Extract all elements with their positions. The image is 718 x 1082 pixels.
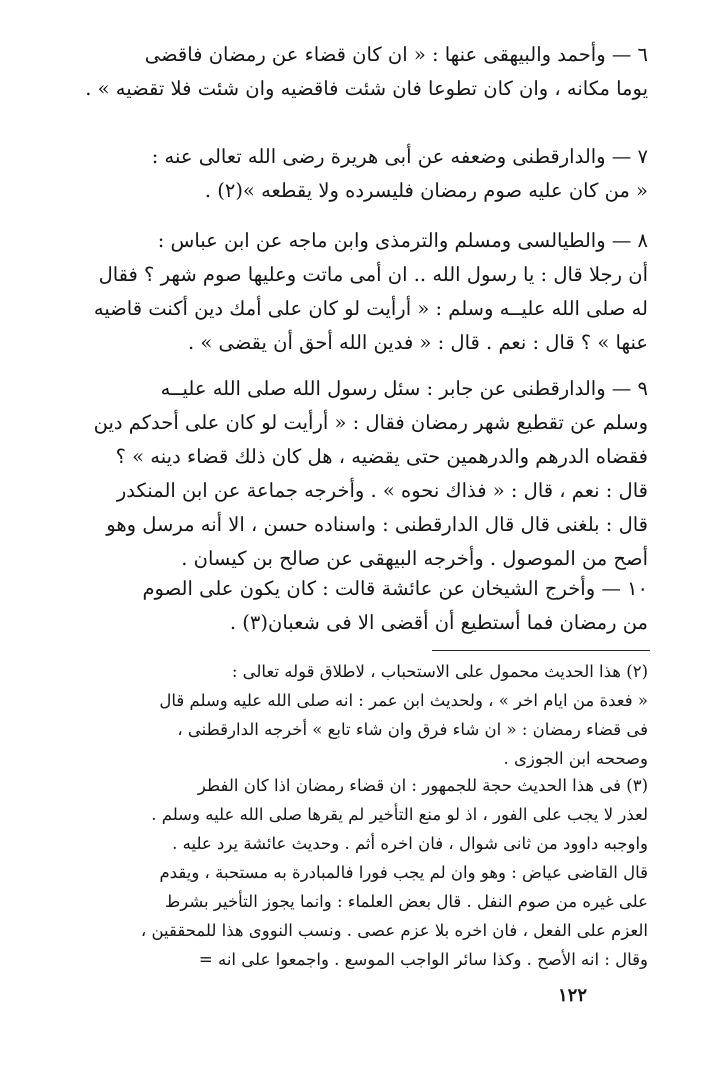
footnote-line: قال القاضى عياض : وهو وان لم يجب فورا فالمبادرة به مستحبة ، ويقدم <box>159 863 648 882</box>
footnote-3 <box>74 771 648 974</box>
footnote-line: العزم على الفعل ، فان اخره بلا عزم عصى . ونسب النووى هذا للمحققين ، <box>140 921 648 940</box>
text-line: ١٠ — وأخرج الشيخان عن عائشة قالت : كان يكون على الصوم <box>142 577 648 600</box>
footnote-line: وقال : انه الأصح . وكذا سائر الواجب الموسع . واجمعوا على انه = <box>198 950 648 969</box>
text-line: ٦ — وأحمد والبيهقى عنها : « ان كان قضاء عن رمضان فاقضى <box>144 43 648 66</box>
text-line: عنها » ؟ قال : نعم . قال : « فدين الله أحق أن يقضى » . <box>187 331 648 354</box>
text-line: « من كان عليه صوم رمضان فليسرده ولا يقطعه »(٢) . <box>204 179 648 202</box>
hadith-6 <box>74 38 648 106</box>
text-line: ٨ — والطيالسى ومسلم والترمذى وابن ماجه عن ابن عباس : <box>157 229 648 252</box>
text-line: وسلم عن تقطيع شهر رمضان فقال : « أرأيت لو كان على أحدكم دين <box>93 411 648 434</box>
footnote-line: « فعدة من ايام اخر » ، ولحديث ابن عمر : انه صلى الله عليه وسلم قال <box>159 691 648 710</box>
hadith-9 <box>74 372 648 576</box>
hadith-8 <box>74 224 648 360</box>
text-line: أن رجلا قال : يا رسول الله .. ان أمى ماتت وعليها صوم شهر ؟ فقال <box>98 263 648 286</box>
text-line: من رمضان فما أستطيع أن أقضى الا فى شعبان(٣) . <box>229 611 648 634</box>
text-line: له صلى الله عليــه وسلم : « أرأيت لو كان على أمك دين أكنت قاضيه <box>93 297 648 320</box>
text-line: فقضاه الدرهم والدرهمين حتى يقضيه ، هل كان ذلك قضاء دينه » ؟ <box>115 445 648 468</box>
text-line: أصح من الموصول . وأخرجه البيهقى عن صالح بن كيسان . <box>181 547 648 570</box>
hadith-7 <box>74 140 648 208</box>
hadith-10 <box>74 572 648 640</box>
footnote-line: واوجبه داوود من ثانى شوال ، فان اخره أثم . وحديث عائشة يرد عليه . <box>172 834 648 853</box>
text-line: ٩ — والدارقطنى عن جابر : سئل رسول الله صلى الله عليــه <box>160 377 648 400</box>
footnote-line: (٣) فى هذا الحديث حجة للجمهور : ان قضاء رمضان اذا كان الفطر <box>197 776 648 795</box>
footnote-line: لعذر لا يجب على الفور ، اذ لو منع التأخير لم يقرها صلى الله عليه وسلم . <box>151 805 648 824</box>
footnote-line: وصححه ابن الجوزى . <box>503 749 648 768</box>
footnote-line: فى قضاء رمضان : « ان شاء فرق وان شاء تابع » أخرجه الدارقطنى ، <box>177 720 648 739</box>
footnote-2 <box>74 657 648 773</box>
text-line: قال : بلغنى قال قال الدارقطنى : واسناده حسن ، الا أنه مرسل وهو <box>106 513 648 536</box>
page-number: ١٢٢ <box>558 985 588 1006</box>
footnote-line: (٢) هذا الحديث محمول على الاستحباب ، لاطلاق قوله تعالى : <box>231 662 648 681</box>
footnote-divider <box>432 650 650 651</box>
text-line: ٧ — والدارقطنى وضعفه عن أبى هريرة رضى الله تعالى عنه : <box>151 145 648 168</box>
footnote-line: على غيره من صوم النفل . قال بعض العلماء : وانما يجوز التأخير بشرط <box>164 892 648 911</box>
text-line: قال : نعم ، قال : « فذاك نحوه » . وأخرجه جماعة عن ابن المنكدر <box>116 479 648 502</box>
text-line: يوما مكانه ، وان كان تطوعا فان شئت فاقضيه وان شئت فلا تقضيه » . <box>85 77 648 100</box>
